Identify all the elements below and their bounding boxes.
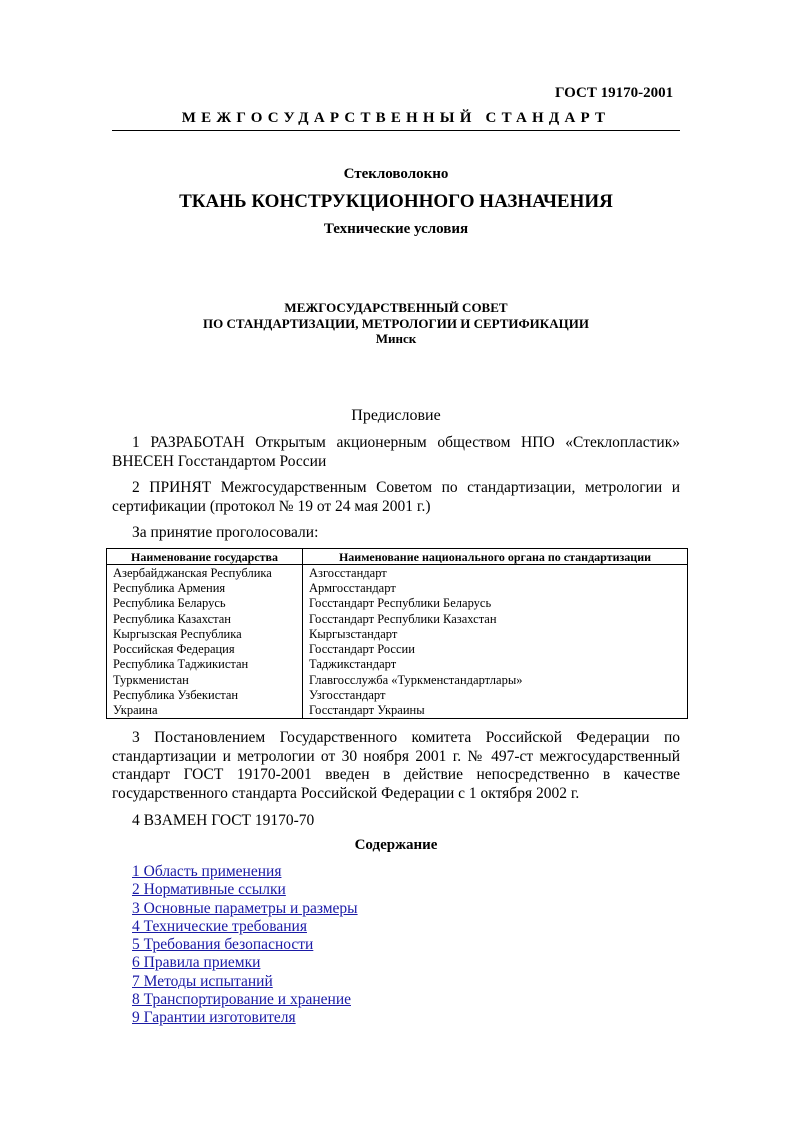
body-cell: Госстандарт Республики Казахстан [303, 611, 688, 626]
toc-link-transport[interactable]: 8 Транспортирование и хранение [132, 991, 351, 1009]
list-item [132, 881, 358, 899]
toc-link-scope[interactable]: 1 Область применения [132, 863, 282, 880]
body-cell: Таджикстандарт [303, 657, 688, 672]
council-block [112, 300, 680, 347]
list-item [132, 973, 358, 991]
state-cell: Украина [107, 703, 303, 719]
state-cell: Кыргызская Республика [107, 626, 303, 641]
table-row [107, 687, 688, 702]
state-cell: Республика Таджикистан [107, 657, 303, 672]
toc-link-references[interactable]: 2 Нормативные ссылки [132, 881, 286, 899]
list-item [132, 900, 358, 918]
foreword-paragraph-1: 1 РАЗРАБОТАН Открытым акционерным обществом НПО «Стеклопластик» ВНЕСЕН Госстандартом России [112, 434, 680, 470]
document-subtitle: Стекловолокно [343, 166, 449, 182]
foreword-paragraph-2: 2 ПРИНЯТ Межгосударственным Советом по стандартизации, метрологии и сертификации (протокол № 19 от 24 мая 2001 г.) [112, 479, 680, 515]
list-item [132, 918, 358, 936]
document-spec: Технические условия [323, 221, 469, 237]
body-cell: Госстандарт Украины [303, 703, 688, 719]
toc-link-parameters[interactable]: 3 Основные параметры и размеры [132, 899, 358, 917]
table-row [107, 672, 688, 687]
vote-table [106, 548, 688, 719]
body-cell: Госстандарт России [303, 641, 688, 656]
table-row [107, 703, 688, 719]
council-line-1: МЕЖГОСУДАРСТВЕННЫЙ СОВЕТ [284, 300, 508, 315]
list-item [132, 1009, 358, 1027]
column-header-body: Наименование национального органа по стандартизации [303, 549, 688, 565]
list-item [132, 863, 358, 881]
toc-link-safety[interactable]: 5 Требования безопасности [132, 936, 314, 954]
state-cell: Российская Федерация [107, 641, 303, 656]
body-cell: Азгосстандарт [303, 565, 688, 581]
state-cell: Республика Узбекистан [107, 687, 303, 702]
state-cell: Республика Казахстан [107, 611, 303, 626]
body-cell: Госстандарт Республики Беларусь [303, 596, 688, 611]
body-cell: Армгосстандарт [303, 580, 688, 595]
table-row [107, 641, 688, 656]
council-city: Минск [375, 331, 417, 346]
list-item [132, 936, 358, 954]
body-cell: Главгосслужба «Туркменстандартлары» [303, 672, 688, 687]
vote-label: За принятие проголосовали: [132, 524, 319, 541]
toc-link-requirements[interactable]: 4 Технические требования [132, 917, 307, 935]
table-row [107, 565, 688, 581]
document-title: ТКАНЬ КОНСТРУКЦИОННОГО НАЗНАЧЕНИЯ [179, 191, 613, 212]
table-row [107, 626, 688, 641]
table-row [107, 611, 688, 626]
foreword-paragraph-4: 4 ВЗАМЕН ГОСТ 19170-70 [132, 812, 315, 829]
council-line-2: ПО СТАНДАРТИЗАЦИИ, МЕТРОЛОГИИ И СЕРТИФИКАЦИИ [203, 315, 589, 331]
toc-link-warranty[interactable]: 9 Гарантии изготовителя [132, 1009, 296, 1027]
list-item [132, 991, 358, 1009]
gost-code: ГОСТ 19170-2001 [555, 85, 674, 101]
header-divider [112, 130, 680, 131]
column-header-state: Наименование государства [107, 549, 303, 565]
foreword-paragraph-3: 3 Постановлением Государственного комитета Российской Федерации по стандартизации и метрологии от 30 ноября 2001 г. № 497-ст межгосударственный стандарт ГОСТ 19170-2001 введен в действие непосредственно в качестве государственного стандарта Российской Федерации с 1 октября 2002 г. [112, 729, 680, 802]
foreword-title: Предисловие [351, 407, 441, 424]
state-cell: Азербайджанская Республика [107, 565, 303, 581]
table-row [107, 580, 688, 595]
state-cell: Туркменистан [107, 672, 303, 687]
list-item [132, 954, 358, 972]
vote-table-header [107, 549, 688, 565]
state-cell: Республика Беларусь [107, 596, 303, 611]
table-row [107, 596, 688, 611]
toc-link-test-methods[interactable]: 7 Методы испытаний [132, 972, 273, 990]
table-of-contents [132, 863, 358, 1028]
body-cell: Узгосстандарт [303, 687, 688, 702]
standard-type-heading: МЕЖГОСУДАРСТВЕННЫЙ СТАНДАРТ [181, 110, 611, 126]
table-row [107, 657, 688, 672]
body-cell: Кыргызстандарт [303, 626, 688, 641]
toc-link-acceptance[interactable]: 6 Правила приемки [132, 954, 261, 972]
state-cell: Республика Армения [107, 580, 303, 595]
contents-title: Содержание [354, 837, 438, 853]
